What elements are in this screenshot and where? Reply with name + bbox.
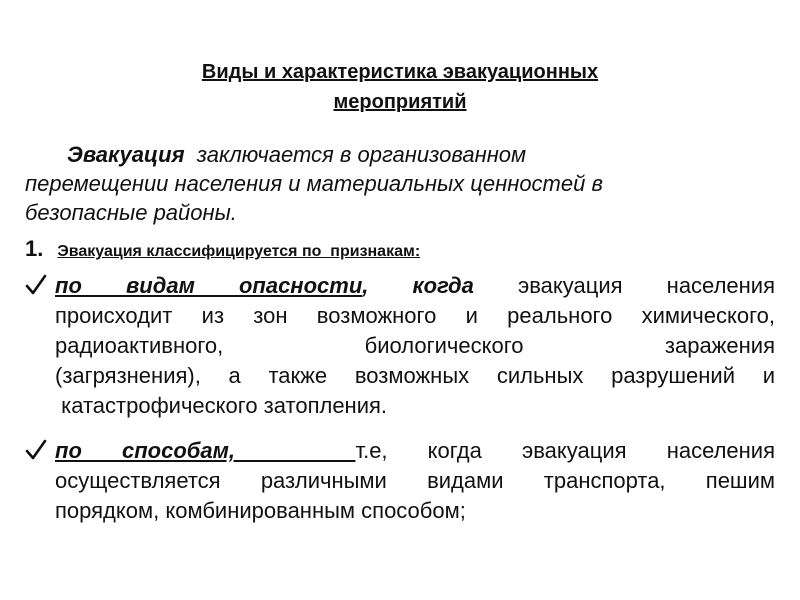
slide-title xyxy=(100,57,700,117)
bullet-lead-gap xyxy=(235,438,355,463)
bullet-2-line-2: осуществляется различными видами транспорта, пешим xyxy=(55,468,775,493)
title-line-2: мероприятий xyxy=(333,91,467,113)
bullet-lead-tail: , когда xyxy=(362,273,474,298)
bullet-lead xyxy=(55,438,355,463)
intro-paragraph xyxy=(25,140,765,227)
intro-term: Эвакуация xyxy=(67,142,185,167)
intro-line-1 xyxy=(25,140,765,169)
classification-label: Эвакуация классифицируется по признакам: xyxy=(57,243,421,260)
bullet-1-line-1 xyxy=(55,271,775,301)
bullet-1-line-2: происходит из зон возможного и реального химического, xyxy=(55,303,775,328)
intro-text-1: заключается в организованном xyxy=(184,142,527,167)
bullet-1-line-4: (загрязнения), а также возможных сильных разрушений и xyxy=(55,363,775,388)
intro-line-2: перемещении населения и материальных ценностей в xyxy=(25,171,603,196)
bullet-1-line-3: радиоактивного, биологического заражения xyxy=(55,333,775,358)
checkmark-icon xyxy=(25,438,47,462)
intro-line-3: безопасные районы. xyxy=(25,200,237,225)
bullet-2-line-1-rest: т.е, когда эвакуация населения xyxy=(355,438,776,463)
list-number: 1. xyxy=(25,236,44,261)
bullet-2-line-3: порядком, комбинированным способом; xyxy=(55,498,466,523)
classification-heading xyxy=(25,234,765,267)
bullet-text xyxy=(55,271,775,421)
bullet-lead-text: по способам, xyxy=(55,438,236,463)
bullet-item-method xyxy=(25,436,775,526)
bullet-1-line-5: катастрофического затопления. xyxy=(55,393,388,418)
bullet-1-line-1-rest: эвакуация населения xyxy=(517,273,775,298)
bullet-lead: по видам опасности xyxy=(55,273,363,298)
checkmark-icon xyxy=(25,273,47,297)
title-line-1: Виды и характеристика эвакуационных xyxy=(201,61,599,83)
bullet-text xyxy=(55,436,775,526)
bullet-2-line-1 xyxy=(55,436,775,466)
bullet-item-danger xyxy=(25,271,775,421)
